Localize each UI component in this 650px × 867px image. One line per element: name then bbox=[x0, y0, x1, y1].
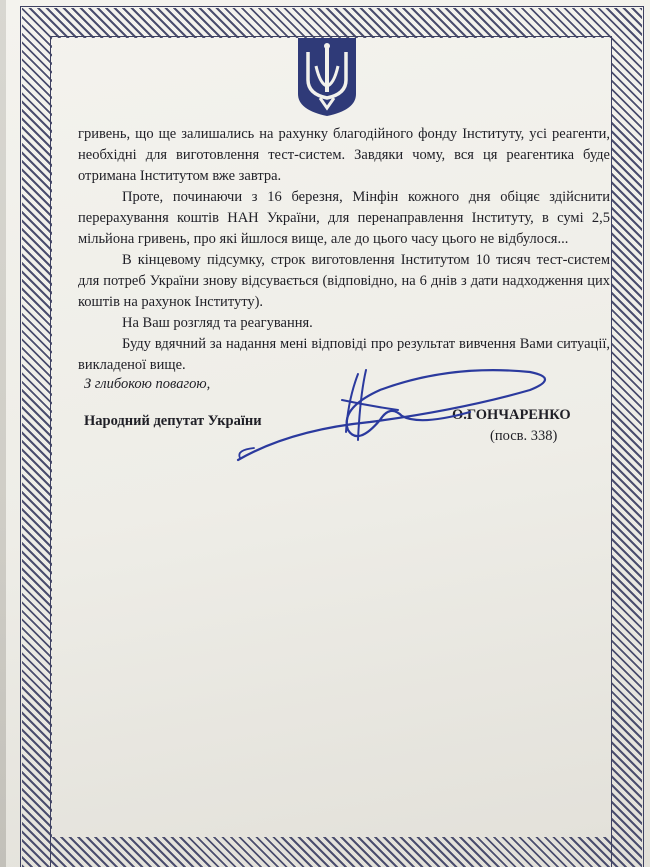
ukraine-trident-emblem-icon bbox=[296, 36, 358, 118]
sender-name: О.ГОНЧАРЕНКО bbox=[452, 407, 571, 423]
sender-title: Народний депутат України bbox=[84, 413, 262, 429]
closing-phrase: З глибокою повагою, bbox=[84, 376, 211, 392]
certificate-number: (посв. 338) bbox=[490, 428, 558, 444]
paragraph-request: На Ваш розгляд та реагування. bbox=[122, 315, 313, 331]
letter-body bbox=[78, 124, 610, 376]
paragraph-reagents: гривень, що ще залишались на рахунку благодійного фонду Інституту, усі реагенти, необхідні для виготовлення тест-систем. Завдяки чому, вся ця реагентика буде отримана Інститутом вже завтра. bbox=[78, 126, 610, 184]
paragraph-reply: Буду вдячний за надання мені відповіді про результат вивчення Вами ситуації, викладеної вище. bbox=[78, 336, 610, 373]
handwritten-signature bbox=[230, 360, 560, 470]
paragraph-deadline: В кінцевому підсумку, строк виготовлення Інститутом 10 тисяч тест-систем для потреб України знову відсувається (відповідно, на 6 днів з дати надходження цих коштів на рахунок Інституту). bbox=[78, 252, 610, 310]
paragraph-minfin: Проте, починаючи з 16 березня, Мінфін кожного дня обіцяє здійснити перерахування коштів НАН України, для перенаправлення Інституту, в сумі 2,5 мільйона гривень, про які йшлося вище, але до цього часу цього не відбулося... bbox=[78, 189, 610, 247]
